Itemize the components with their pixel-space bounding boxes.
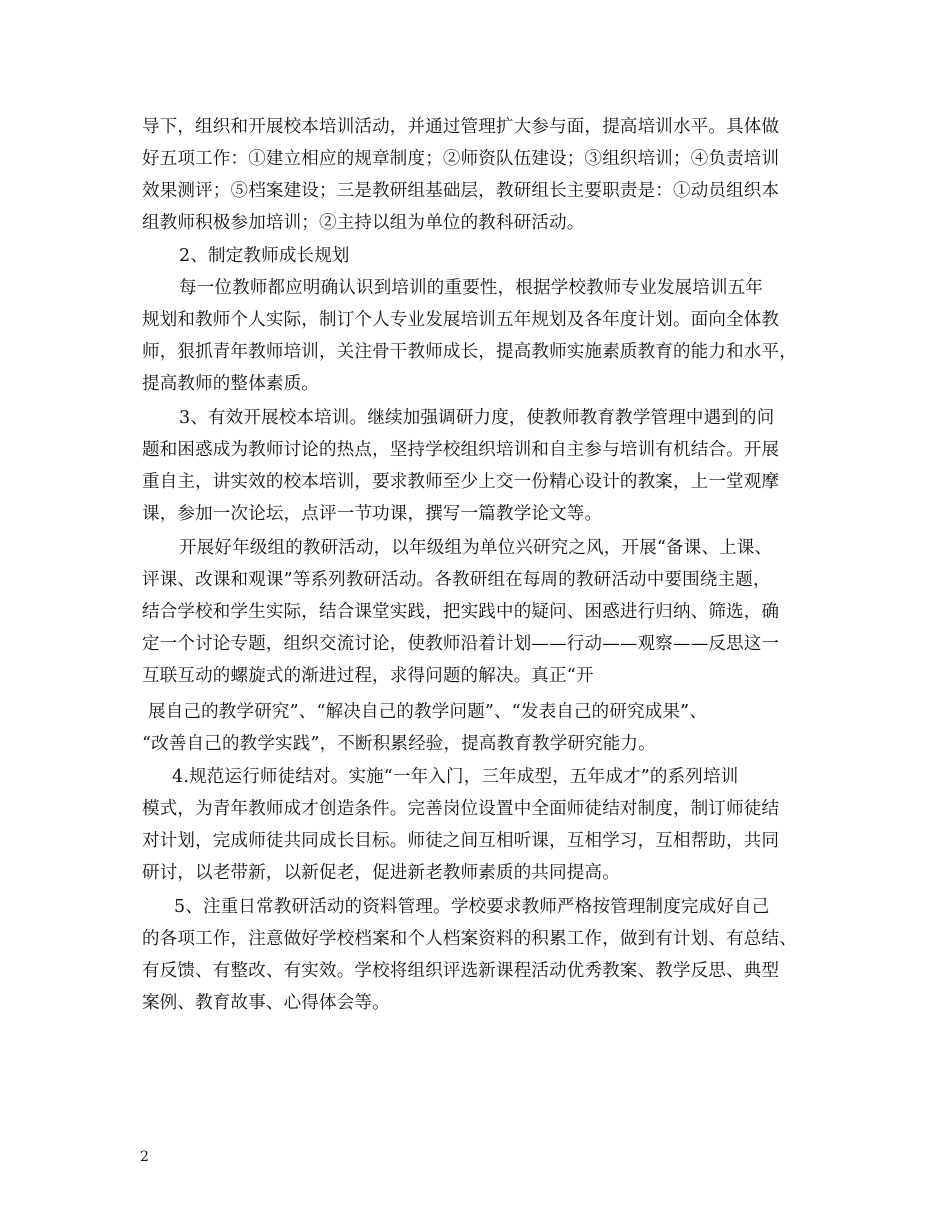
body-line: 评课、改课和观课”等系列教研活动。各教研组在每周的教研活动中要围绕主题， bbox=[142, 570, 771, 590]
body-line: 师，狠抓青年教师培训，关注骨干教师成长，提高教师实施素质教育的能力和水平， bbox=[142, 342, 797, 362]
body-line: 组教师积极参加培训；②主持以组为单位的教科研活动。 bbox=[142, 213, 585, 233]
body-line: 每一位教师都应明确认识到培训的重要性，根据学校教师专业发展培训五年 bbox=[179, 278, 764, 298]
body-line: 效果测评；⑤档案建设；三是教研组基础层，教研组长主要职责是：①动员组织本 bbox=[142, 181, 780, 201]
body-line: “改善自己的教学实践”，不断积累经验，提高教育教学研究能力。 bbox=[142, 734, 656, 754]
body-line: 有反馈、有整改、有实效。学校将组织评选新课程活动优秀教案、教学反思、典型 bbox=[142, 961, 780, 981]
body-line: 好五项工作：①建立相应的规章制度；②师资队伍建设；③组织培训；④负责培训 bbox=[142, 149, 780, 169]
body-line: 模式，为青年教师成才创造条件。完善岗位设置中全面师徒结对制度，制订师徒结 bbox=[142, 799, 780, 819]
body-line: 结合学校和学生实际，结合课堂实践，把实践中的疑问、困惑进行归纳、筛选，确 bbox=[142, 602, 780, 622]
body-line: 互联互动的螺旋式的渐进过程，求得问题的解决。真正“开 bbox=[142, 666, 594, 686]
body-line: 重自主，讲实效的校本培训，要求教师至少上交一份精心设计的教案，上一堂观摩 bbox=[142, 472, 780, 492]
body-line: 展自己的教学研究”、“解决自己的教学问题”、“发表自己的研究成果”、 bbox=[148, 702, 708, 722]
body-line: 导下，组织和开展校本培训活动，并通过管理扩大参与面，提高培训水平。具体做 bbox=[142, 117, 780, 137]
body-line: 研讨，以老带新，以新促老，促进新老教师素质的共同提高。 bbox=[142, 863, 620, 883]
page-number: 2 bbox=[140, 1149, 149, 1165]
body-line: 题和困惑成为教师讨论的热点，坚持学校组织培训和自主参与培训有机结合。开展 bbox=[142, 440, 780, 460]
body-line: 规划和教师个人实际，制订个人专业发展培训五年规划及各年度计划。面向全体教 bbox=[142, 310, 780, 330]
body-line: 案例、教育故事、心得体会等。 bbox=[142, 993, 390, 1013]
body-line: 5、注重日常教研活动的资料管理。学校要求教师严格按管理制度完成好自己 bbox=[174, 897, 770, 917]
body-line: 4.规范运行师徒结对。实施“一年入门，三年成型，五年成才”的系列培训 bbox=[172, 767, 739, 787]
body-line: 开展好年级组的教研活动，以年级组为单位兴研究之风，开展“备课、上课、 bbox=[179, 538, 773, 558]
body-line: 定一个讨论专题，组织交流讨论，使教师沿着计划——行动——观察——反思这一 bbox=[142, 634, 780, 654]
body-line: 提高教师的整体素质。 bbox=[142, 374, 319, 394]
section-heading-line: 2、制定教师成长规划 bbox=[179, 246, 350, 266]
body-line: 课，参加一次论坛，点评一节功课，撰写一篇教学论文等。 bbox=[142, 504, 603, 524]
body-line: 3、有效开展校本培训。继续加强调研力度，使教师教育教学管理中遇到的问 bbox=[179, 408, 775, 428]
body-line: 对计划，完成师徒共同成长目标。师徒之间互相听课，互相学习，互相帮助，共同 bbox=[142, 831, 780, 851]
body-line: 的各项工作，注意做好学校档案和个人档案资料的积累工作，做到有计划、有总结、 bbox=[142, 929, 797, 949]
